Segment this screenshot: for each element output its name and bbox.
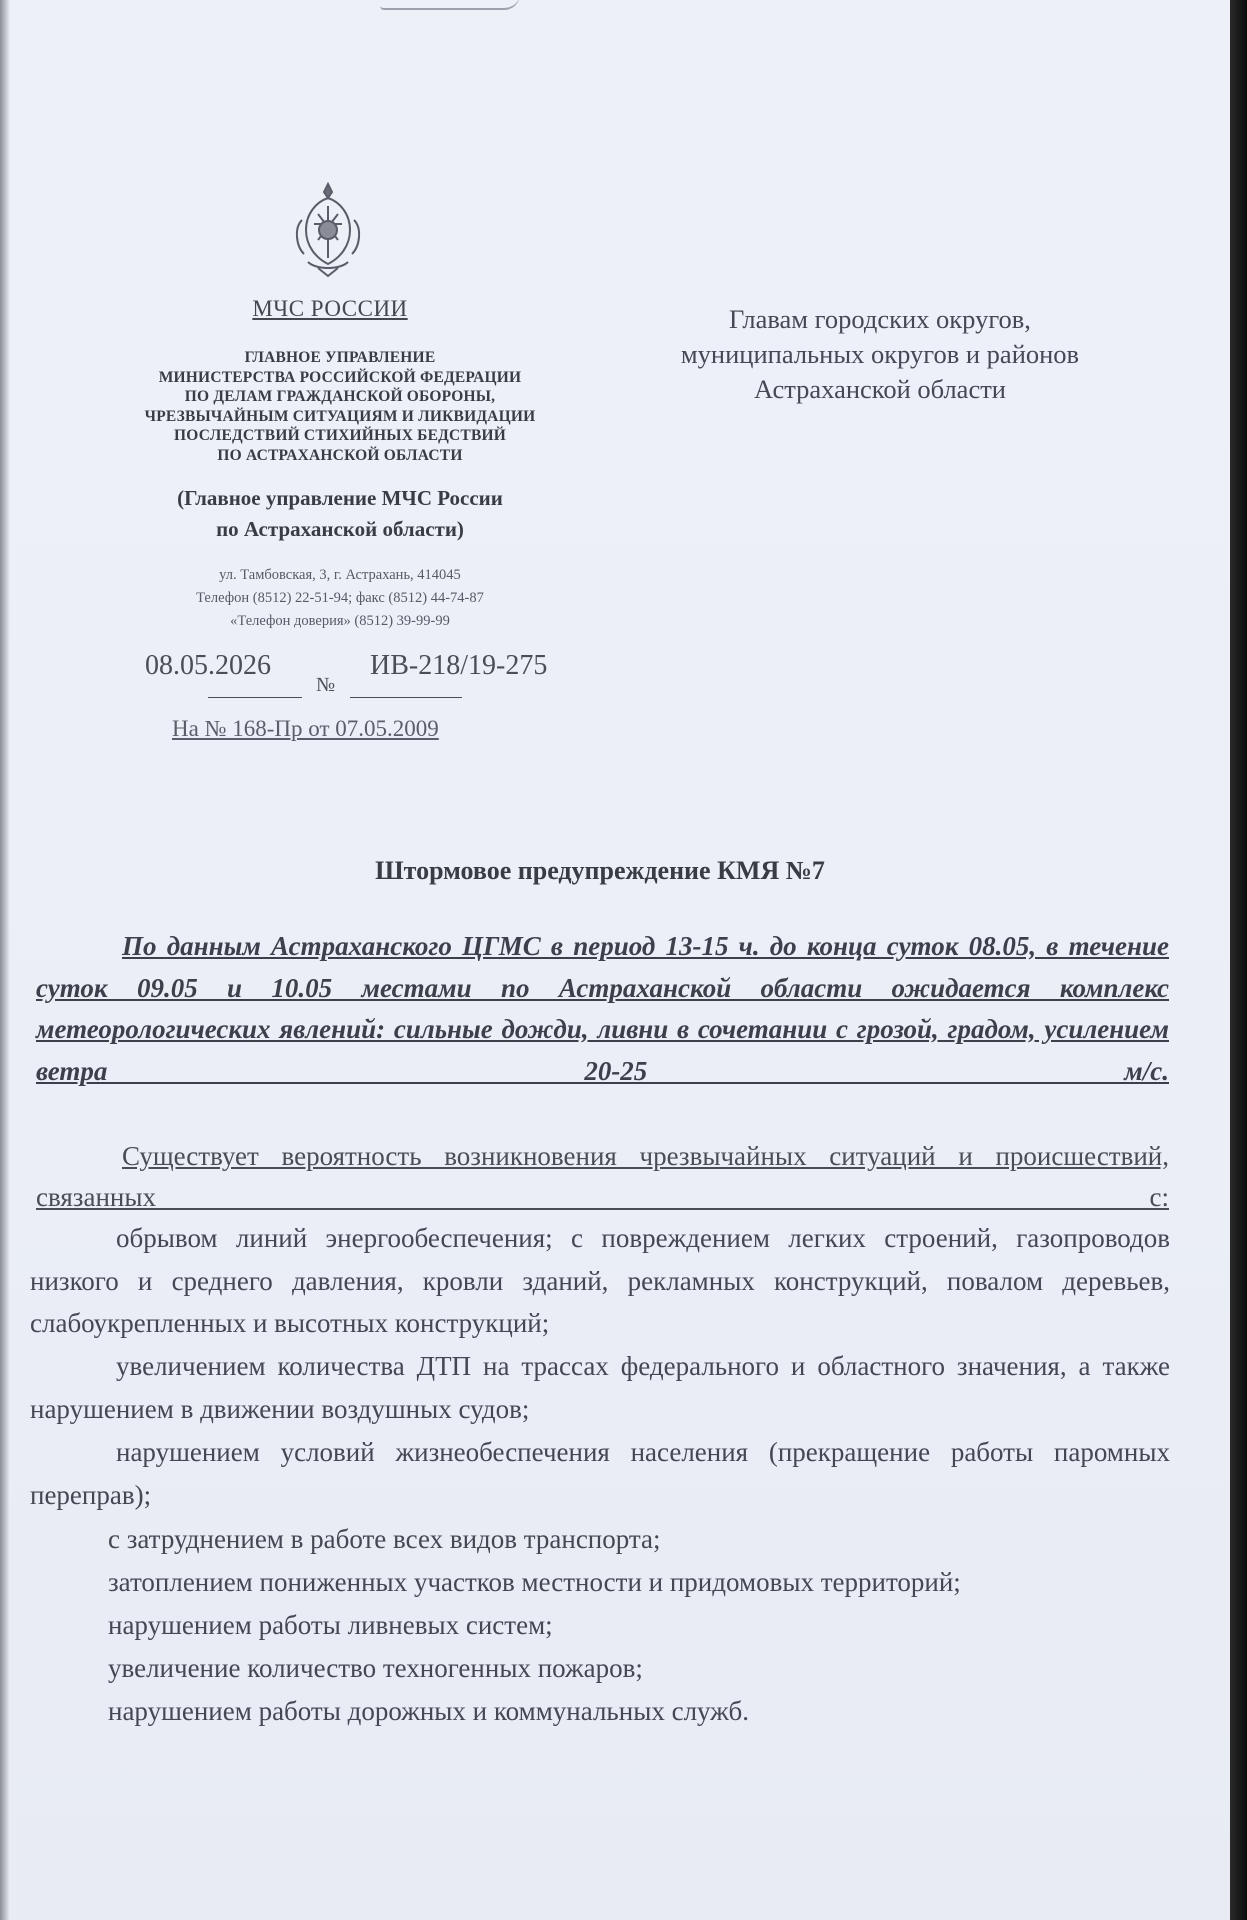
warning-paragraph: По данным Астраханского ЦГМС в период 13-15 ч. до конца суток 08.05, в течение суток 09.05 и 10.05 местами по Астраханской области ожидается комплекс метеорологических явлений: сильные дожди, ливни в сочетании с грозой, градом, усилением ветра 20-25 м/с.	[36, 931, 1169, 1086]
ministry-full-name	[70, 348, 610, 465]
ministry-short-name	[70, 483, 610, 545]
addressee-line: Астраханской области	[754, 374, 1006, 404]
ministry-short-line: (Главное управление МЧС России	[177, 486, 503, 510]
ministry-line: ЧРЕЗВЫЧАЙНЫМ СИТУАЦИЯМ И ЛИКВИДАЦИИ	[144, 407, 536, 425]
risk-item: нарушением условий жизнеобеспечения населения (прекращение работы паромных переправ);	[30, 1437, 1170, 1510]
risk-item: увеличение количество техногенных пожаров;	[108, 1653, 643, 1683]
risk-item: с затруднением в работе всех видов транспорта;	[108, 1524, 661, 1554]
ministry-line: ПО ДЕЛАМ ГРАЖДАНСКОЙ ОБОРОНЫ,	[184, 388, 496, 405]
ministry-line: ПО АСТРАХАНСКОЙ ОБЛАСТИ	[217, 446, 463, 464]
intro-paragraph: Существует вероятность возникновения чрезвычайных ситуаций и происшествий, связанных с:	[36, 1141, 1169, 1212]
risk-item: нарушением работы дорожных и коммунальных служб.	[108, 1696, 749, 1726]
address: ул. Тамбовская, 3, г. Астрахань, 414045	[219, 567, 461, 583]
addressee-line: муниципальных округов и районов	[680, 339, 1080, 369]
risk-item: увеличением количества ДТП на трассах федерального и областного значения, а также нарушением в движении воздушных судов;	[30, 1351, 1170, 1424]
emchs-emblem-icon	[288, 180, 368, 280]
risk-item: обрывом линий энергообеспечения; с повреждением легких строений, газопроводов низкого и среднего давления, кровли зданий, рекламных конструкций, повалом деревьев, слабоукрепленных и высотных конструкций;	[30, 1223, 1170, 1338]
date-underline	[208, 697, 302, 698]
risk-item: нарушением работы ливневых систем;	[108, 1610, 553, 1640]
document-number: ИВ-218/19-275	[370, 650, 548, 681]
document-title: Штормовое предупреждение КМЯ №7	[375, 856, 825, 885]
agency-name: МЧС РОССИИ	[252, 296, 408, 321]
risk-item: затоплением пониженных участков местности и придомовых территорий;	[108, 1567, 961, 1597]
number-sign: №	[316, 674, 336, 696]
reference-line: На № 168-Пр от 07.05.2009	[172, 716, 439, 741]
pen-mark	[380, 0, 520, 10]
ministry-line: ПОСЛЕДСТВИЙ СТИХИЙНЫХ БЕДСТВИЙ	[174, 427, 506, 444]
phone-fax: Телефон (8512) 22-51-94; факс (8512) 44-74-87	[196, 590, 484, 606]
hotline: «Телефон доверия» (8512) 39-99-99	[230, 613, 450, 629]
ministry-short-line: по Астраханской области)	[216, 517, 464, 541]
photo-background-edge	[1230, 0, 1247, 1920]
ministry-line: ГЛАВНОЕ УПРАВЛЕНИЕ	[244, 349, 436, 366]
addressee-line: Главам городских округов,	[729, 304, 1031, 334]
page-shadow	[0, 0, 10, 1920]
ministry-line: МИНИСТЕРСТВА РОССИЙСКОЙ ФЕДЕРАЦИИ	[158, 368, 522, 386]
contacts-block	[90, 564, 590, 633]
document-date: 08.05.2026	[145, 650, 271, 681]
addressee-block	[640, 302, 1120, 407]
number-underline	[350, 697, 462, 698]
